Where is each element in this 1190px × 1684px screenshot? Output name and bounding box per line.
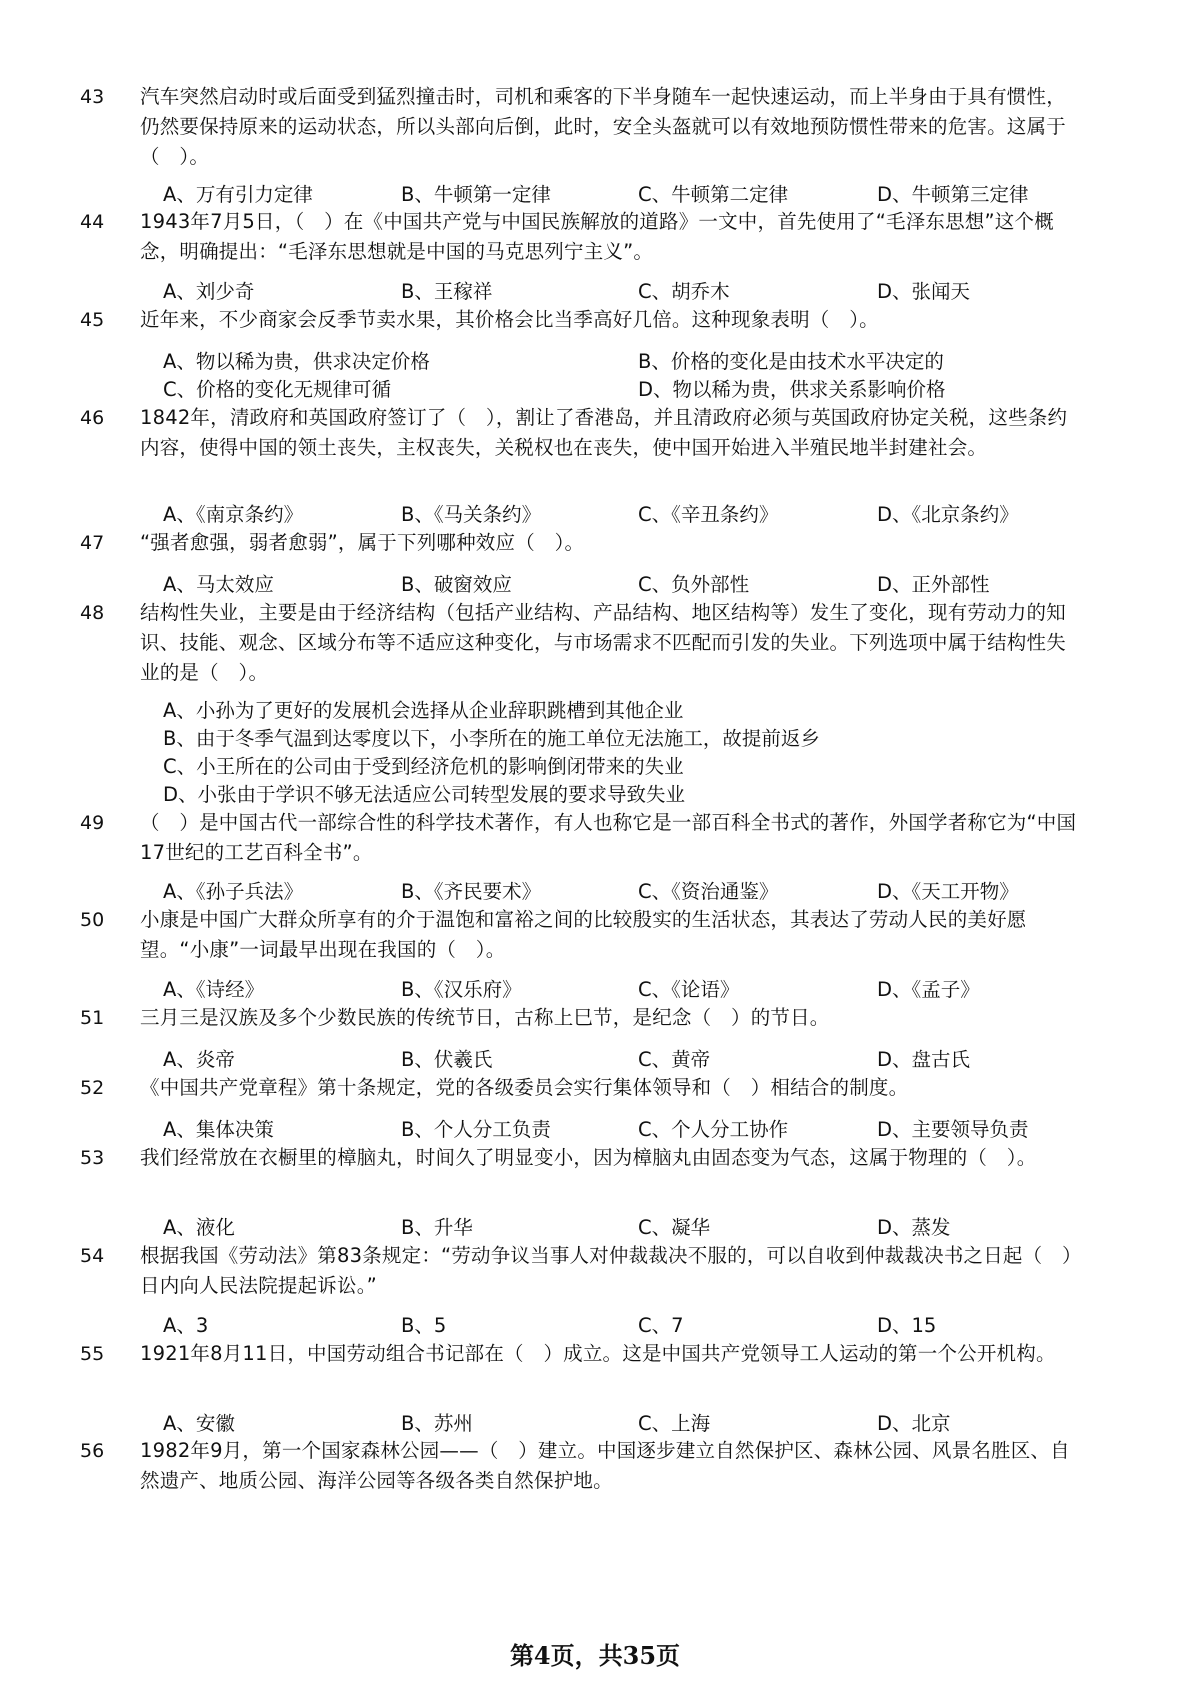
question-number: 52 [80, 1077, 105, 1099]
option-c: C、《辛丑条约》 [638, 503, 779, 526]
option-d: D、物以稀为贵，供求关系影响价格 [638, 378, 946, 401]
question-number: 47 [80, 532, 105, 554]
option-c: C、小王所在的公司由于受到经济危机的影响倒闭带来的失业 [163, 755, 684, 778]
question-number: 54 [80, 1245, 105, 1267]
question-stem: 《中国共产党章程》第十条规定，党的各级委员会实行集体领导和（ ）相结合的制度。 [140, 1076, 909, 1099]
question-number: 44 [80, 211, 105, 233]
option-c: C、负外部性 [638, 573, 750, 596]
question-stem: 1943年7月5日，（ ）在《中国共产党与中国民族解放的道路》一文中，首先使用了“毛泽东思想”这个概念，明确提出：“毛泽东思想就是中国的马克思列宁主义”。 [140, 210, 1054, 263]
option-a: A、刘少奇 [163, 280, 255, 303]
option-c: C、牛顿第二定律 [638, 183, 789, 206]
question-number: 51 [80, 1007, 105, 1029]
option-c: C、《论语》 [638, 978, 740, 1001]
question-stem: 近年来，不少商家会反季节卖水果，其价格会比当季高好几倍。这种现象表明（ ）。 [140, 308, 879, 331]
option-a: A、物以稀为贵，供求决定价格 [163, 350, 430, 373]
question-number: 48 [80, 602, 105, 624]
option-b: B、破窗效应 [401, 573, 512, 596]
option-a: A、马太效应 [163, 573, 274, 596]
question-stem: 1982年9月，第一个国家森林公园——（ ）建立。中国逐步建立自然保护区、森林公园、风景名胜区、自然遗产、地质公园、海洋公园等各级各类自然保护地。 [140, 1439, 1070, 1492]
option-d: D、小张由于学识不够无法适应公司转型发展的要求导致失业 [163, 783, 686, 806]
option-d: D、蒸发 [877, 1216, 951, 1239]
option-b: B、5 [401, 1314, 447, 1337]
option-c: C、《资治通鉴》 [638, 880, 779, 903]
options-list [163, 696, 1103, 811]
option-b: B、升华 [401, 1216, 473, 1239]
option-b: B、《马关条约》 [401, 503, 542, 526]
option-a: A、炎帝 [163, 1048, 235, 1071]
option-c: C、个人分工协作 [638, 1118, 789, 1141]
question-stem: 汽车突然启动时或后面受到猛烈撞击时，司机和乘客的下半身随车一起快速运动，而上半身由于具有惯性，仍然要保持原来的运动状态，所以头部向后倒，此时，安全头盔就可以有效地预防惯性带来的危害。这属于（ ）。 [140, 85, 1066, 168]
question-stem: 结构性失业，主要是由于经济结构（包括产业结构、产品结构、地区结构等）发生了变化，现有劳动力的知识、技能、观念、区域分布等不适应这种变化，与市场需求不匹配而引发的失业。下列选项中属于结构性失业的是（ ）。 [140, 601, 1066, 684]
option-d: D、张闻天 [877, 280, 971, 303]
option-a: A、液化 [163, 1216, 235, 1239]
option-d: D、北京 [877, 1412, 951, 1435]
page-footer: 第4页，共35页 [509, 1641, 681, 1670]
question-number: 53 [80, 1147, 105, 1169]
option-d: D、15 [877, 1314, 937, 1337]
option-c: C、凝华 [638, 1216, 711, 1239]
option-c: C、黄帝 [638, 1048, 711, 1071]
question-number: 49 [80, 812, 105, 834]
option-a: A、《诗经》 [163, 978, 265, 1001]
option-a: A、《南京条约》 [163, 503, 304, 526]
option-b: B、伏羲氏 [401, 1048, 493, 1071]
question-number: 50 [80, 909, 105, 931]
option-a: A、小孙为了更好的发展机会选择从企业辞职跳槽到其他企业 [163, 699, 684, 722]
question-stem: 1842年，清政府和英国政府签订了（ ），割让了香港岛，并且清政府必须与英国政府协定关税，这些条约内容，使得中国的领土丧失，主权丧失，关税权也在丧失，使中国开始进入半殖民地半封建社会。 [140, 406, 1068, 459]
option-b: B、个人分工负责 [401, 1118, 551, 1141]
question-stem: 根据我国《劳动法》第83条规定：“劳动争议当事人对仲裁裁决不服的，可以自收到仲裁裁决书之日起（ ）日内向人民法院提起诉讼。” [140, 1244, 1072, 1297]
option-a: A、集体决策 [163, 1118, 274, 1141]
option-a: A、3 [163, 1314, 209, 1337]
question-stem: 小康是中国广大群众所享有的介于温饱和富裕之间的比较殷实的生活状态，其表达了劳动人民的美好愿望。“小康”一词最早出现在我国的（ ）。 [140, 908, 1027, 961]
option-d: D、牛顿第三定律 [877, 183, 1029, 206]
option-a: A、《孙子兵法》 [163, 880, 304, 903]
option-c: C、上海 [638, 1412, 711, 1435]
question-number: 45 [80, 309, 105, 331]
option-d: D、正外部性 [877, 573, 990, 596]
option-d: D、盘古氏 [877, 1048, 971, 1071]
question-stem: 1921年8月11日，中国劳动组合书记部在（ ）成立。这是中国共产党领导工人运动的第一个公开机构。 [140, 1342, 1056, 1365]
option-b: B、苏州 [401, 1412, 473, 1435]
option-d: D、主要领导负责 [877, 1118, 1029, 1141]
option-c: C、价格的变化无规律可循 [163, 378, 392, 401]
question-number: 55 [80, 1343, 105, 1365]
options-grid [163, 347, 1103, 407]
option-c: C、7 [638, 1314, 684, 1337]
option-d: D、《孟子》 [877, 978, 980, 1001]
question-number: 43 [80, 86, 105, 108]
option-d: D、《天工开物》 [877, 880, 1019, 903]
option-b: B、牛顿第一定律 [401, 183, 551, 206]
option-b: B、王稼祥 [401, 280, 493, 303]
question-stem: 三月三是汉族及多个少数民族的传统节日，古称上巳节，是纪念（ ）的节日。 [140, 1006, 830, 1029]
question-number: 46 [80, 407, 105, 429]
question-stem: （ ）是中国古代一部综合性的科学技术著作，有人也称它是一部百科全书式的著作，外国学者称它为“中国17世纪的工艺百科全书”。 [140, 811, 1077, 864]
option-a: A、安徽 [163, 1412, 235, 1435]
option-b: B、由于冬季气温到达零度以下，小李所在的施工单位无法施工，故提前返乡 [163, 727, 820, 750]
option-b: B、价格的变化是由技术水平决定的 [638, 350, 944, 373]
question-number: 56 [80, 1440, 105, 1462]
question-stem: 我们经常放在衣橱里的樟脑丸，时间久了明显变小，因为樟脑丸由固态变为气态，这属于物理的（ ）。 [140, 1146, 1037, 1169]
option-a: A、万有引力定律 [163, 183, 313, 206]
option-b: B、《齐民要术》 [401, 880, 542, 903]
option-b: B、《汉乐府》 [401, 978, 522, 1001]
question-stem: “强者愈强，弱者愈弱”，属于下列哪种效应（ ）。 [140, 531, 585, 554]
option-d: D、《北京条约》 [877, 503, 1019, 526]
option-c: C、胡乔木 [638, 280, 730, 303]
